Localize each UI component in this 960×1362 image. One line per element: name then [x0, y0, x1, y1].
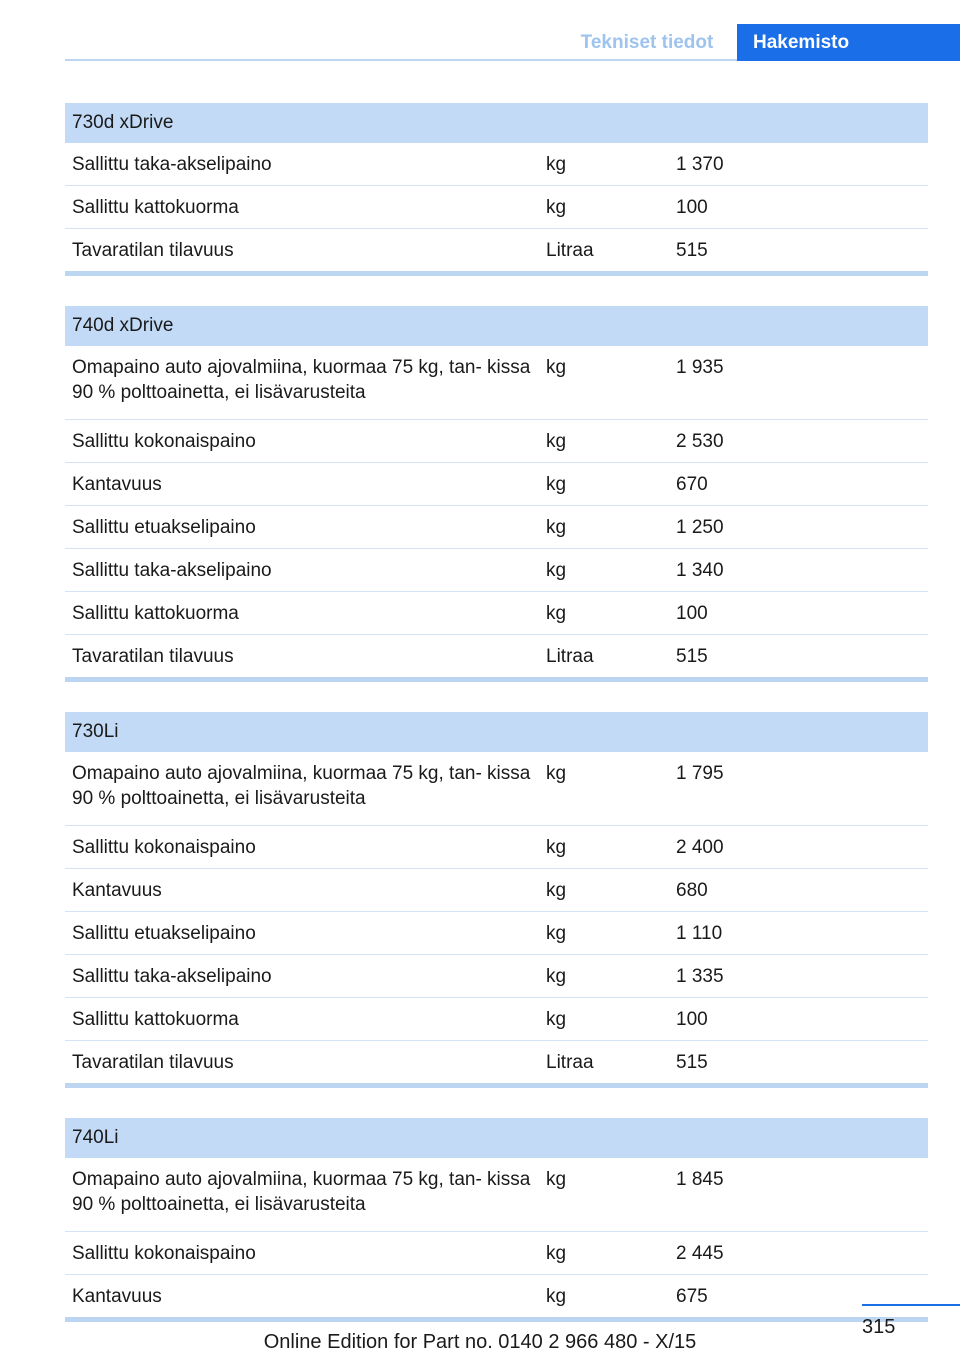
row-label: Omapaino auto ajovalmiina, kuormaa 75 kg, tan- kissa 90 % polttoainetta, ei lisävarusteita	[72, 357, 531, 403]
row-unit: kg	[546, 357, 567, 378]
row-unit: Litraa	[546, 646, 594, 667]
row-value: 2 530	[676, 431, 724, 452]
table-row	[65, 912, 928, 955]
table-row	[65, 1232, 928, 1275]
row-value: 1 795	[676, 763, 724, 784]
row-value: 2 445	[676, 1243, 724, 1264]
row-label: Omapaino auto ajovalmiina, kuormaa 75 kg, tan- kissa 90 % polttoainetta, ei lisävarusteita	[72, 1169, 531, 1215]
row-label: Kantavuus	[72, 880, 162, 901]
row-unit: kg	[546, 1169, 567, 1190]
table-row	[65, 346, 928, 420]
row-label: Sallittu kattokuorma	[72, 603, 239, 624]
table-row	[65, 635, 928, 677]
edition-footer: Online Edition for Part no. 0140 2 966 480 - X/15	[263, 1331, 697, 1353]
row-label: Tavaratilan tilavuus	[72, 646, 234, 667]
spec-table-740d-xdrive	[65, 306, 928, 682]
table-row	[65, 463, 928, 506]
table-row	[65, 1041, 928, 1083]
row-unit: kg	[546, 474, 567, 495]
spec-table-730d-xdrive	[65, 103, 928, 276]
table-title: 730Li	[65, 712, 928, 752]
row-unit: kg	[546, 431, 567, 452]
page-header	[0, 0, 960, 62]
row-value: 515	[676, 1052, 708, 1073]
row-value: 100	[676, 1009, 708, 1030]
row-unit: Litraa	[546, 1052, 594, 1073]
table-row	[65, 1275, 928, 1317]
row-unit: Litraa	[546, 240, 594, 261]
row-unit: kg	[546, 603, 567, 624]
row-unit: kg	[546, 1243, 567, 1264]
row-value: 680	[676, 880, 708, 901]
row-value: 1 935	[676, 357, 724, 378]
table-bottom-rule	[65, 271, 928, 276]
page-number-rule	[862, 1304, 960, 1306]
row-label: Sallittu kokonaispaino	[72, 431, 256, 452]
row-unit: kg	[546, 923, 567, 944]
row-value: 100	[676, 603, 708, 624]
row-value: 675	[676, 1286, 708, 1307]
table-row	[65, 869, 928, 912]
row-label: Sallittu etuakselipaino	[72, 923, 256, 944]
row-label: Sallittu kokonaispaino	[72, 837, 256, 858]
row-label: Tavaratilan tilavuus	[72, 240, 234, 261]
table-row	[65, 592, 928, 635]
table-row	[65, 549, 928, 592]
table-bottom-rule	[65, 677, 928, 682]
table-row	[65, 752, 928, 826]
table-bottom-rule	[65, 1317, 928, 1322]
row-value: 1 340	[676, 560, 724, 581]
row-unit: kg	[546, 197, 567, 218]
spec-table-740li	[65, 1118, 928, 1322]
spec-table-730li	[65, 712, 928, 1088]
table-bottom-rule	[65, 1083, 928, 1088]
row-label: Sallittu taka-akselipaino	[72, 560, 272, 581]
row-value: 1 845	[676, 1169, 724, 1190]
table-row	[65, 506, 928, 549]
table-row	[65, 420, 928, 463]
row-label: Omapaino auto ajovalmiina, kuormaa 75 kg, tan- kissa 90 % polttoainetta, ei lisävarusteita	[72, 763, 531, 809]
row-label: Sallittu etuakselipaino	[72, 517, 256, 538]
row-label: Kantavuus	[72, 474, 162, 495]
row-value: 2 400	[676, 837, 724, 858]
row-label: Sallittu kattokuorma	[72, 197, 239, 218]
table-row	[65, 143, 928, 186]
page-number: 315	[862, 1316, 896, 1338]
table-row	[65, 1158, 928, 1232]
row-value: 1 110	[676, 923, 723, 944]
spec-tables	[65, 103, 928, 1352]
row-unit: kg	[546, 966, 567, 987]
row-unit: kg	[546, 763, 567, 784]
row-value: 1 370	[676, 154, 724, 175]
row-value: 1 250	[676, 517, 724, 538]
row-label: Sallittu taka-akselipaino	[72, 966, 272, 987]
row-unit: kg	[546, 880, 567, 901]
row-unit: kg	[546, 154, 567, 175]
row-unit: kg	[546, 1286, 567, 1307]
row-label: Sallittu kokonaispaino	[72, 1243, 256, 1264]
table-title: 740d xDrive	[65, 306, 928, 346]
table-row	[65, 955, 928, 998]
row-value: 515	[676, 240, 708, 261]
row-label: Sallittu taka-akselipaino	[72, 154, 272, 175]
table-row	[65, 186, 928, 229]
table-row	[65, 229, 928, 271]
table-title: 740Li	[65, 1118, 928, 1158]
row-value: 1 335	[676, 966, 724, 987]
row-label: Sallittu kattokuorma	[72, 1009, 239, 1030]
row-unit: kg	[546, 517, 567, 538]
tab-hakemisto[interactable]: Hakemisto	[737, 24, 960, 61]
row-unit: kg	[546, 1009, 567, 1030]
row-label: Kantavuus	[72, 1286, 162, 1307]
row-label: Tavaratilan tilavuus	[72, 1052, 234, 1073]
table-row	[65, 826, 928, 869]
row-unit: kg	[546, 560, 567, 581]
tab-tekniset-tiedot[interactable]: Tekniset tiedot	[580, 32, 714, 53]
row-value: 670	[676, 474, 708, 495]
table-row	[65, 998, 928, 1041]
row-value: 100	[676, 197, 708, 218]
row-unit: kg	[546, 837, 567, 858]
row-value: 515	[676, 646, 708, 667]
table-title: 730d xDrive	[65, 103, 928, 143]
